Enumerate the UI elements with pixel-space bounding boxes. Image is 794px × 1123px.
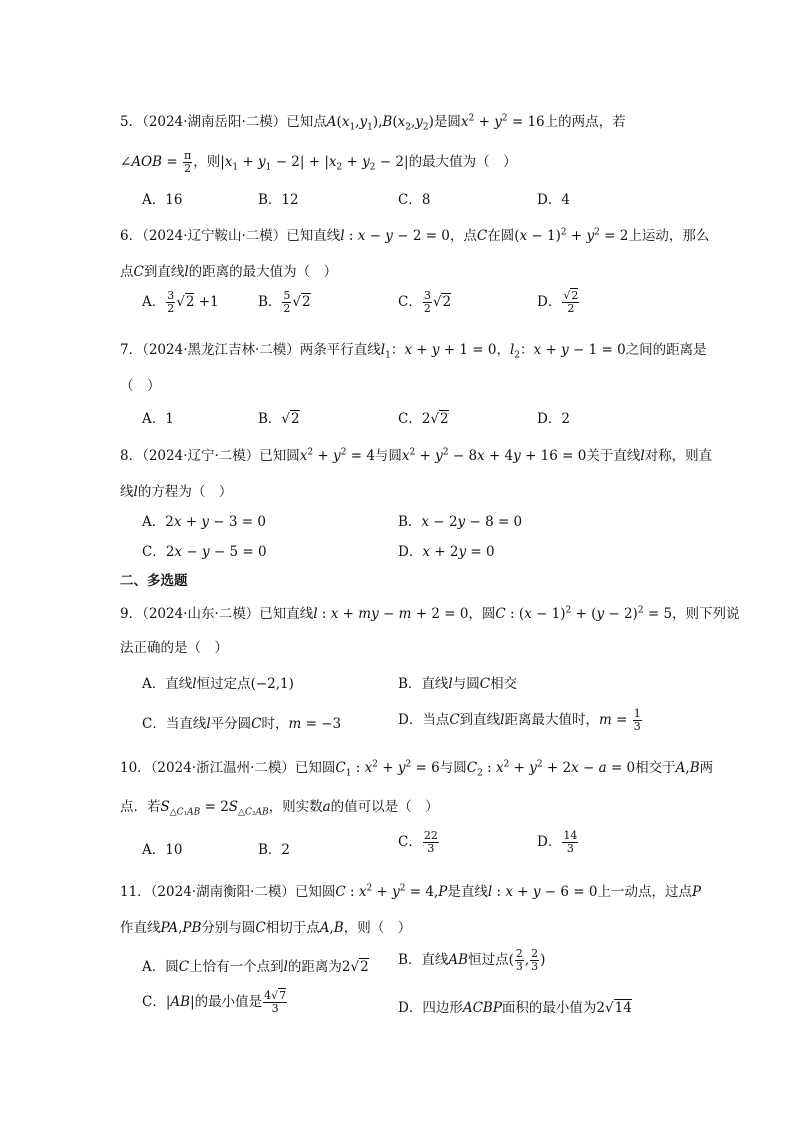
q5-option-b[interactable]: B．12 bbox=[258, 192, 299, 208]
q9-option-a[interactable]: A．直线l恒过定点(−2,1) bbox=[142, 676, 294, 692]
q8-stem-line1: 8．（2024·辽宁·二模）已知圆$x^2 + y^2 = 4$与圆$x^2 + y^2 - 8x + 4y + 16 = 0$关于直线l对称，则直 bbox=[120, 447, 713, 464]
q11-option-b[interactable]: B．直线AB恒过点( $\frac{2}{3}$ , $\frac{2}{3}$ ) bbox=[398, 947, 546, 973]
q6-option-c[interactable]: C． $\frac{3}{2}$ √2 bbox=[398, 289, 452, 315]
section-heading: 二、多选题 bbox=[120, 573, 188, 589]
q11-stem-line2: 作直线PA,PB分别与圆C相切于点A,B，则（ ） bbox=[120, 920, 412, 936]
q8-option-d[interactable]: D．x + 2y = 0 bbox=[398, 544, 495, 560]
q5-option-a[interactable]: A．16 bbox=[142, 192, 183, 208]
q9-stem-line1: 9．（2024·山东·二模）已知直线l : x + my − m + 2 = 0，圆C : $(x - 1)^2 + (y - 2)^2 = 5$，则下列说 bbox=[120, 605, 740, 622]
q11-option-c[interactable]: C．|AB|的最小值是 $\frac{4√7}{3}$ bbox=[142, 989, 287, 1015]
q10-option-c[interactable]: C． $\frac{22}{3}$ bbox=[398, 829, 438, 855]
q6-option-d[interactable]: D． $\frac{√2}{2}$ bbox=[537, 289, 579, 315]
q6-stem-line1: 6．（2024·辽宁鞍山·二模）已知直线l : x − y − 2 = 0，点C在圆$(x - 1)^2 + y^2 = 2$上运动，那么 bbox=[120, 227, 710, 244]
q10-option-a[interactable]: A．10 bbox=[142, 842, 183, 858]
q7-option-b[interactable]: B．√2 bbox=[258, 411, 300, 427]
q10-stem-line2: 点．若$S_{\triangle C_1AB} = 2S_{\triangle C_2AB}$，则实数a的值可以是（ ） bbox=[120, 799, 439, 818]
q7-stem-line2: （ ） bbox=[120, 378, 161, 394]
q10-stem-line1: 10．（2024·浙江温州·二模）已知圆$C_1$ : $x^2 + y^2 = 6$与圆$C_2$ : $x^2 + y^2 + 2x - a = 0$相交于A,B两 bbox=[120, 759, 714, 779]
q11-stem-line1: 11．（2024·湖南衡阳·二模）已知圆C : $x^2 + y^2 = 4,P$是直线l : x + y − 6 = 0上一动点，过点P bbox=[120, 883, 702, 900]
q6-option-a[interactable]: A． $\frac{3}{2}$ √2 +1 bbox=[142, 289, 219, 315]
q10-option-b[interactable]: B．2 bbox=[258, 842, 291, 858]
q5-stem-line1: 5．（2024·湖南岳阳·二模）已知点$A(x_1,y_1),B(x_2,y_2)$是圆$x^2 + y^2 = 16$上的两点，若 bbox=[120, 113, 626, 133]
q7-option-a[interactable]: A．1 bbox=[142, 411, 174, 427]
q7-option-c[interactable]: C．2√2 bbox=[398, 411, 449, 427]
q8-option-c[interactable]: C．2x − y − 5 = 0 bbox=[142, 544, 267, 560]
q10-option-d[interactable]: D． $\frac{14}{3}$ bbox=[537, 829, 578, 855]
q5-stem-line2: ∠AOB = $\frac{\pi}{2}$ ，则$|x_1 + y_1 - 2| + |x_2 + y_2 - 2|$的最大值为（ ） bbox=[120, 149, 517, 175]
q9-option-b[interactable]: B．直线l与圆C相交 bbox=[398, 676, 518, 692]
q11-option-d[interactable]: D．四边形ACBP面积的最小值为2√14 bbox=[398, 1000, 632, 1016]
q9-option-c[interactable]: C．当直线l平分圆C时，m = −3 bbox=[142, 716, 342, 732]
q8-option-a[interactable]: A．2x + y − 3 = 0 bbox=[142, 514, 266, 530]
q5-option-d[interactable]: D．4 bbox=[537, 192, 570, 208]
pi-over-2: $\frac{\pi}{2}$ bbox=[183, 149, 192, 175]
q6-stem-line2: 点C到直线l的距离的最大值为（ ） bbox=[120, 264, 338, 280]
q5-option-c[interactable]: C．8 bbox=[398, 192, 431, 208]
q11-option-a[interactable]: A．圆C上恰有一个点到l的距离为2√2 bbox=[142, 959, 369, 975]
q9-stem-line2: 法正确的是（ ） bbox=[120, 640, 228, 656]
q8-option-b[interactable]: B．x − 2y − 8 = 0 bbox=[398, 514, 523, 530]
q6-option-b[interactable]: B． $\frac{5}{2}$ √2 bbox=[258, 289, 311, 315]
q7-stem-line1: 7．（2024·黑龙江吉林·二模）两条平行直线$l_1$：x + y + 1 = 0，$l_2$：x + y − 1 = 0之间的距离是 bbox=[120, 342, 707, 361]
q8-stem-line2: 线l的方程为（ ） bbox=[120, 484, 233, 500]
q7-option-d[interactable]: D．2 bbox=[537, 411, 570, 427]
q9-option-d[interactable]: D．当点C到直线l距离最大值时，m = $\frac{1}{3}$ bbox=[398, 707, 641, 733]
